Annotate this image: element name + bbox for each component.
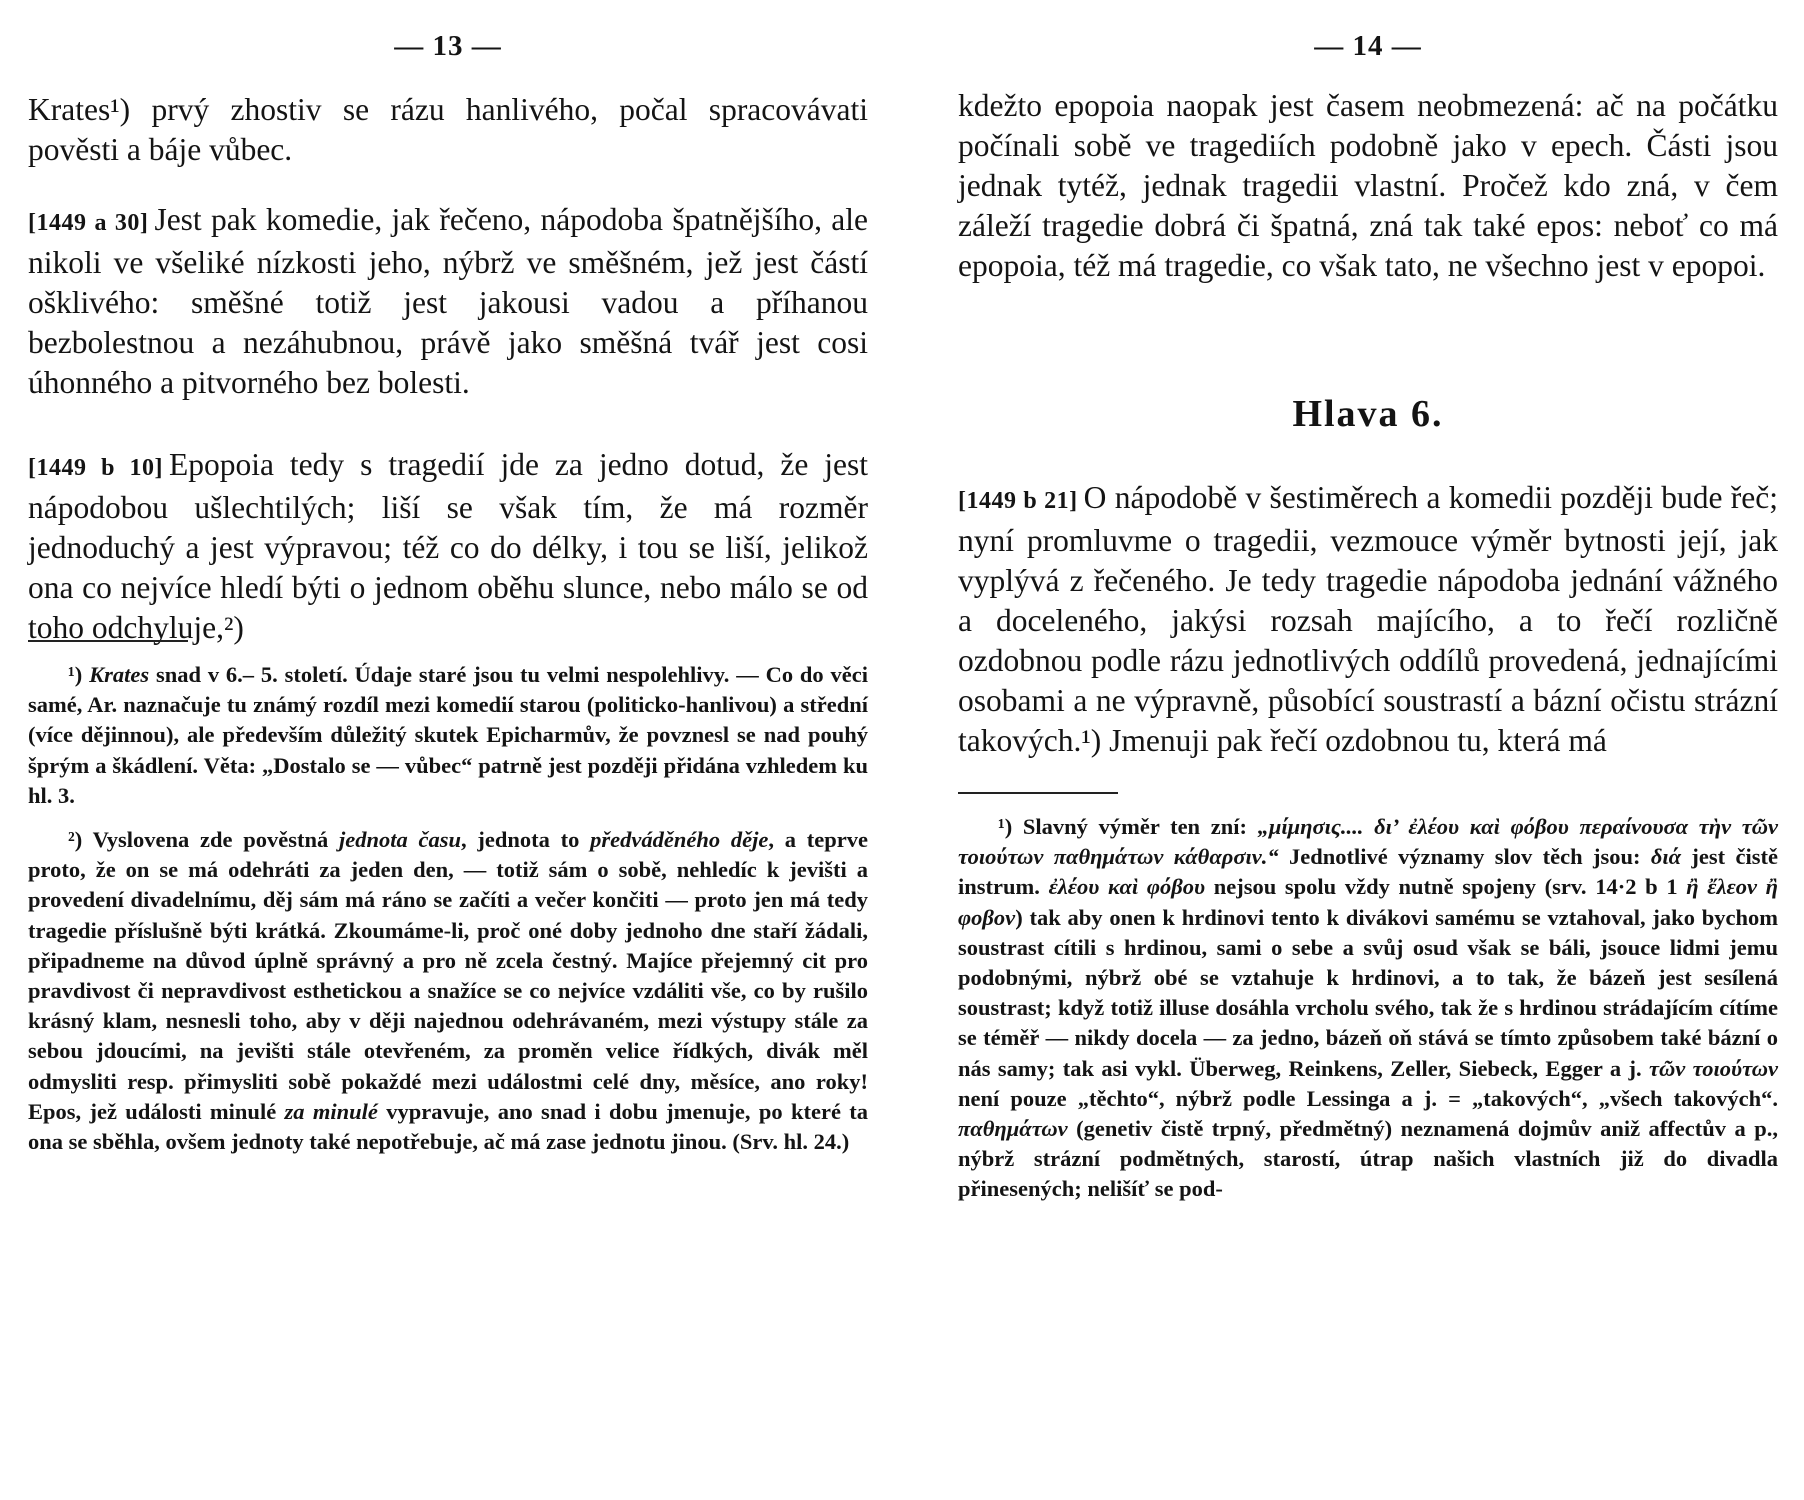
right-page (958, 0, 1778, 1500)
bekker-reference: [1449 b 10] (28, 455, 163, 481)
footnote-rule (28, 640, 188, 642)
footnotes (28, 660, 868, 1157)
paragraph (958, 478, 1778, 761)
footnotes (958, 812, 1778, 1205)
left-page (28, 0, 868, 1500)
page-number: — 13 — (394, 30, 502, 62)
paragraph (958, 86, 1778, 286)
paragraph-text: Jest pak komedie, jak řečeno, nápodoba špatnějšího, ale nikoli ve všeliké nízkosti jeho, nýbrž ve směšném, jež jest částí ošklivého: směšné totiž jest jakousi vadou a příhanou bezbolestnou a nezáhubnou, právě jako směšná tvář jest cosi úhonného a pitvorného bez bolesti. (28, 202, 869, 400)
paragraph-text: Epopoia tedy s tragedií jde za jedno dotud, že jest nápodobou ušlechtilých; liší se však tím, že má rozměr jednoduchý a jest výpravou; též co do délky, i tou se liší, jelikož ona co nejvíce hledí býti o jednom oběhu slunce, nebo málo se od toho odchyluje,²) (28, 447, 868, 645)
footnote: ²) Vyslovena zde pověstná jednota času, jednota to předváděného děje, a teprve proto, že on se má odehráti za jeden den, — totiž sám o sobě, nehledíc k jevišti a provedení divadelnímu, děj sám má ráno se začíti a večer končiti — proto jen má tedy tragedie příslušně býti krátká. Zkoumáme-li, proč oné doby jednoho dne staří žádali, připadneme na důvod úplně správný a pro ně zcela čestný. Majíce přejemný cit pro pravdivost či nepravdivost esthetickou a snažíce se co nejvíce vzdáliti vše, co by rušilo krásný klam, nesnesli toho, aby v ději najednou odehrávaném, mezi výstupy stále za sebou jdoucími, na jevišti stále otevřeném, za proměn velice řídkých, divák měl odmysliti resp. přimysliti sobě pokaždé mezi událostmi celé dny, měsíce, ano roky! Epos, jež události minulé za minulé vypravuje, ano snad i dobu jmenuje, po které ta ona se sběhla, ovšem jednoty také nepotřebuje, ač má zase jednotu jinou. (Srv. hl. 24.) (28, 827, 869, 1155)
bekker-reference: [1449 a 30] (28, 210, 149, 236)
paragraph (28, 90, 868, 170)
paragraph (28, 445, 868, 648)
paragraph-text: O nápodobě v šestiměrech a komedii později bude řeč; nyní promluvme o tragedii, vezmouce výměr bytnosti její, jak vyplývá z řečeného. Je tedy tragedie nápodoba jednání vážného a doceleného, jakýsi rozsah majícího, a to řečí rozličně ozdobnou podle rázu jednotlivých oddílů provedená, jednajícími osobami a ne výpravně, působící soustrastí a bázní očistu strázní takových.¹) Jmenuji pak řečí ozdobnou tu, která má (958, 480, 1778, 758)
paragraph (28, 200, 868, 403)
bekker-reference: [1449 b 21] (958, 488, 1078, 514)
footnote-rule (958, 792, 1118, 794)
footnote: ¹) Krates snad v 6.– 5. století. Údaje staré jsou tu velmi nespolehlivy. — Co do věci samé, Ar. naznačuje tu známý rozdíl mezi komedií starou (politicko-hanlivou) a střední (více dějinnou), ale především důležitý skutek Epicharmův, že povznesl se nad pouhý šprým a škádlení. Věta: „Dostalo se — vůbec“ patrně jest později přidána vzhledem ku hl. 3. (28, 662, 868, 808)
paragraph-text: Krates¹) prvý zhostiv se rázu hanlivého, počal spracovávati pověsti a báje vůbec. (28, 92, 868, 167)
paragraph-text: kdežto epopoia naopak jest časem neobmezená: ač na počátku počínali sobě ve tragediích podobně jako v epech. Části jsou jednak tytéž, jednak tragedii vlastní. Pročež kdo zná, v čem záleží tragedie dobrá či špatná, zná tak také epos: neboť co má epopoia, též má tragedie, co však tato, ne všechno jest v epopoi. (958, 88, 1778, 283)
page-number: — 14 — (1314, 30, 1422, 62)
chapter-heading: Hlava 6. (1292, 393, 1444, 435)
footnote: ¹) Slavný výměr ten zní: „μίμησις.... δι’ ἐλέου καὶ φόβου περαίνουσα τὴν τῶν τοιούτων παθημάτων κάθαρσιν.“ Jednotlivé významy slov těch jsou: διά jest čistě instrum. ἐλέου καὶ φόβου nejsou spolu vždy nutně spojeny (srv. 14·2 b 1 ἢ ἔλεον ἢ φοβον) tak aby onen k hrdinovi tento k divákovi samému se vztahoval, jako bychom soustrast cítili s hrdinou, sami o sebe a svůj osud však se báli, jsouce lidmi jemu podobnými, nýbrž obé se vztahuje k hrdinovi, a to tak, že bázeň jest sesílená soustrast; když totiž illuse dosáhla vrcholu svého, tak že s hrdinou strádajícím cítíme se téměř — nikdy docela — za jedno, bázeň oň stává se tímto způsobem také bázní o nás samy; tak asi vykl. Überweg, Reinkens, Zeller, Siebeck, Egger a j. τῶν τοιούτων není pouze „těchto“, nýbrž podle Lessinga a j. = „takových“, „všech takových“. παθημάτων (genetiv čistě trpný, předmětný) neznamená dojmův aniž affectův a p., nýbrž strázní podmětných, starostí, útrap našich vlastních již do divadla přinesených; nelišíť se pod- (958, 814, 1778, 1202)
